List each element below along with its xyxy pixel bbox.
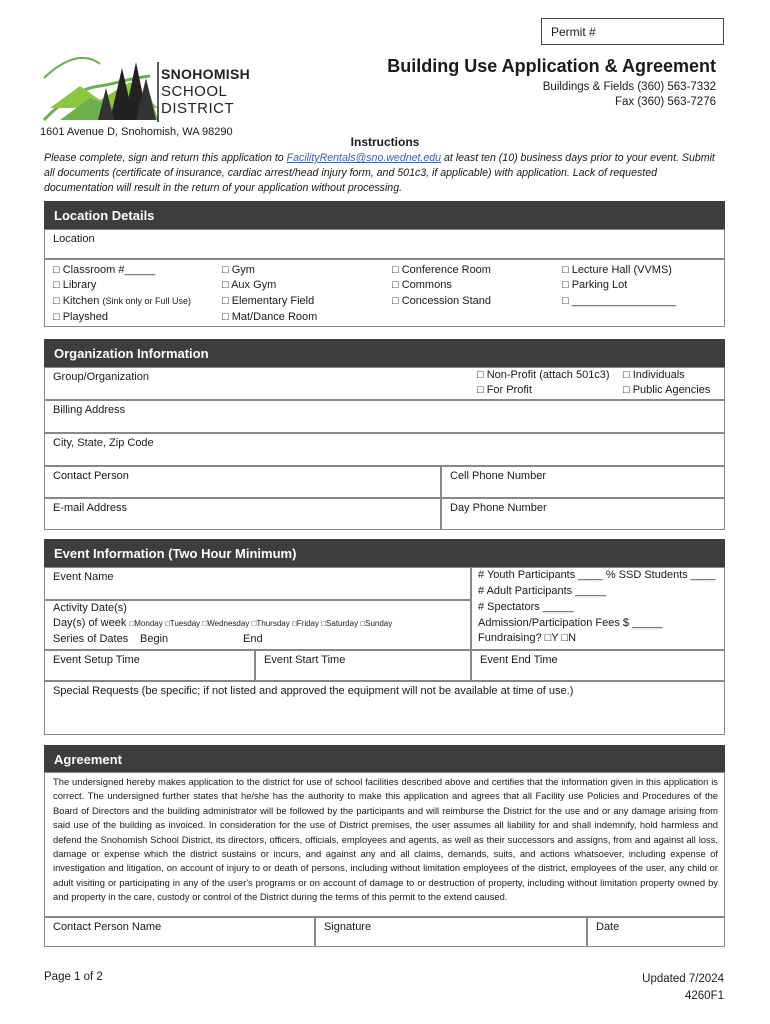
option-classroom[interactable]: □ Classroom #_____: [53, 264, 156, 276]
day-phone-field[interactable]: [441, 498, 725, 530]
option-library[interactable]: □ Library: [53, 279, 97, 291]
signature-field[interactable]: [315, 917, 587, 947]
start-time-label: Event Start Time: [264, 654, 346, 666]
end-label: End: [243, 633, 263, 645]
begin-label: Begin: [140, 633, 169, 645]
option-public-agencies[interactable]: □ Public Agencies: [623, 384, 711, 396]
event-name-field[interactable]: [44, 567, 471, 600]
option-other[interactable]: □ _________________: [562, 295, 676, 307]
contact-person-field[interactable]: [44, 466, 441, 498]
organization-section-heading: Organization Information: [44, 339, 725, 367]
youth-participants[interactable]: # Youth Participants ____ % SSD Students ____: [478, 569, 716, 581]
setup-time-field[interactable]: [44, 650, 255, 681]
instructions-text-after: at least ten (10) business days prior to your event. Submit all documents (certificate of insurance, cardiac arrest/head injury form, and 501c3, if applicable) with application. Lack of requested documentation will result in the return of your application without processing.: [44, 152, 715, 194]
logo-line-2: SCHOOL: [161, 83, 228, 100]
email-label: E-mail Address: [53, 502, 127, 514]
agreement-section-heading: Agreement: [44, 745, 725, 773]
days-of-week-row: [53, 617, 392, 629]
option-parking-lot[interactable]: □ Parking Lot: [562, 279, 628, 291]
phone-number: Buildings & Fields (360) 563-7332: [542, 81, 716, 93]
district-address: 1601 Avenue D, Snohomish, WA 98290: [40, 126, 233, 138]
logo-wordmark: [161, 66, 250, 117]
group-label: Group/Organization: [53, 371, 149, 383]
activity-dates-label: Activity Date(s): [53, 602, 127, 614]
page-number: Page 1 of 2: [44, 971, 103, 983]
days-label: Day(s) of week: [53, 617, 127, 629]
option-mat-room[interactable]: □ Mat/Dance Room: [222, 311, 318, 323]
contact-info: [543, 80, 716, 110]
series-label: Series of Dates: [53, 633, 129, 645]
option-for-profit[interactable]: □ For Profit: [477, 384, 532, 396]
fax-number: Fax (360) 563-7276: [614, 96, 716, 108]
email-link[interactable]: FacilityRentals@sno.wednet.edu: [286, 152, 442, 164]
agreement-text: The undersigned hereby makes application to the district for use of school facilities described above and certifies that the information given in this application is correct. The undersigned further states that he/she has the authority to make this application and agrees that all Facility use Policies and Procedures of the Board of Directors and the building administrator will be followed by the participants and will reimburse the District for the use and or any damage arising from said use of the building as invoiced. In consideration for the use of District premises, the user assumes all liability for and shall indemnify, hold harmless and defend the Snohomish School District, its directors, officers, officials, employees and agents, as well as their successors and assigns, from and against all loss, damage or expense which the district sustains or incurs, and against any and all claims, demands, suits, and actions whatsoever, including expense of investigation and litigation, on account of injury to or death of persons, including without limitation employees of the district, employees of the user, any child or adult visiting or participating in any of the user's programs or on account of damage to or destruction of property, including without limitation property owned by and property in the care, custody or control of the District during the terms of this permit to the extend caused.: [44, 772, 725, 917]
cell-phone-label: Cell Phone Number: [450, 470, 546, 482]
logo-line-3: DISTRICT: [161, 100, 235, 117]
permit-number-field[interactable]: [541, 18, 724, 45]
special-requests-field[interactable]: [44, 681, 725, 735]
date-field[interactable]: [587, 917, 725, 947]
option-nonprofit[interactable]: □ Non-Profit (attach 501c3): [477, 369, 610, 381]
participants-box: [471, 567, 725, 650]
activity-dates-field[interactable]: [44, 600, 471, 650]
contact-person-name-field[interactable]: [44, 917, 315, 947]
date-label: Date: [596, 921, 620, 933]
admission-fees[interactable]: Admission/Participation Fees $ _____: [478, 617, 663, 629]
instructions-text: [44, 151, 728, 196]
billing-address-field[interactable]: [44, 400, 725, 433]
special-requests-label: Special Requests (be specific; if not listed and approved the equipment will not be available at time of use.): [53, 685, 574, 697]
option-gym[interactable]: □ Gym: [222, 264, 255, 276]
option-elementary-field[interactable]: □ Elementary Field: [222, 295, 315, 307]
billing-label: Billing Address: [53, 404, 126, 416]
location-section-heading: Location Details: [44, 201, 725, 229]
group-organization-field[interactable]: [44, 367, 725, 400]
option-conference-room[interactable]: □ Conference Room: [392, 264, 491, 276]
permit-label: Permit #: [551, 25, 596, 39]
form-id: 4260F1: [684, 990, 724, 1002]
option-kitchen[interactable]: [53, 295, 191, 307]
kitchen-note: (Sink only or Full Use): [102, 296, 191, 306]
event-name-label: Event Name: [53, 571, 114, 583]
event-section-heading: Event Information (Two Hour Minimum): [44, 539, 725, 567]
cell-phone-field[interactable]: [441, 466, 725, 498]
city-state-zip-field[interactable]: [44, 433, 725, 466]
email-address-field[interactable]: [44, 498, 441, 530]
days-options[interactable]: □Monday □Tuesday □Wednesday □Thursday □Friday □Saturday □Sunday: [129, 619, 393, 628]
option-aux-gym[interactable]: □ Aux Gym: [222, 279, 277, 291]
option-playshed[interactable]: □ Playshed: [53, 311, 108, 323]
contact-person-label: Contact Person: [53, 470, 129, 482]
option-commons[interactable]: □ Commons: [392, 279, 452, 291]
end-time-field[interactable]: [471, 650, 725, 681]
kitchen-label: □ Kitchen: [53, 295, 100, 307]
fundraising[interactable]: Fundraising? □Y □N: [478, 632, 577, 644]
page-title: Building Use Application & Agreement: [387, 56, 716, 76]
end-time-label: Event End Time: [480, 654, 558, 666]
instructions-heading: Instructions: [350, 135, 420, 149]
start-time-field[interactable]: [255, 650, 471, 681]
updated-date: Updated 7/2024: [642, 973, 724, 985]
setup-time-label: Event Setup Time: [53, 654, 140, 666]
option-lecture-hall[interactable]: □ Lecture Hall (VVMS): [562, 264, 672, 276]
signature-label: Signature: [324, 921, 372, 933]
location-field[interactable]: [44, 229, 725, 259]
adult-participants[interactable]: # Adult Participants _____: [478, 585, 606, 597]
location-label: Location: [53, 233, 95, 245]
option-concession-stand[interactable]: □ Concession Stand: [392, 295, 491, 307]
city-label: City, State, Zip Code: [53, 437, 154, 449]
footer-info: [642, 971, 724, 1005]
option-individuals[interactable]: □ Individuals: [623, 369, 685, 381]
logo-line-1: SNOHOMISH: [161, 66, 251, 82]
day-phone-label: Day Phone Number: [450, 502, 547, 514]
contact-name-label: Contact Person Name: [53, 921, 162, 933]
spectators[interactable]: # Spectators _____: [478, 601, 574, 613]
instructions-text-before: Please complete, sign and return this application to: [44, 152, 287, 164]
location-options: [44, 259, 725, 327]
